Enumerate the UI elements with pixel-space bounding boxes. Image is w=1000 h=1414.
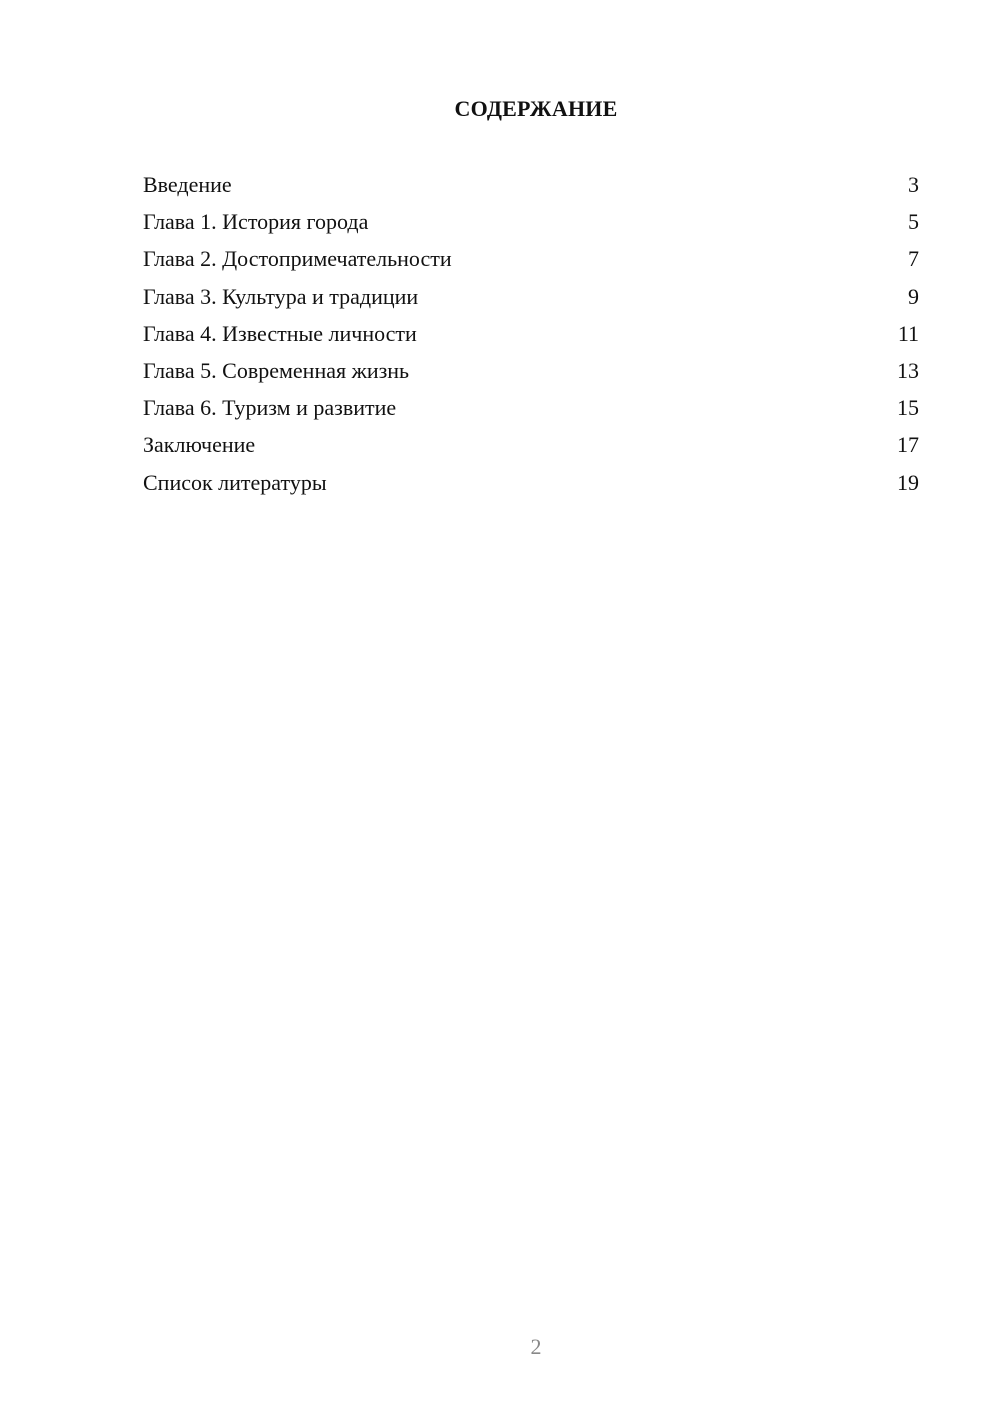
toc-item-chapter-4[interactable] <box>143 317 919 354</box>
toc-item-chapter-3[interactable] <box>143 280 919 317</box>
toc-item-chapter-6[interactable] <box>143 391 919 428</box>
toc-item-label: Введение <box>143 172 232 197</box>
toc-item-chapter-1[interactable] <box>143 205 919 242</box>
toc-item-page: 7 <box>908 246 919 272</box>
toc-item-label: Глава 3. Культура и традиции <box>143 283 419 309</box>
toc-list <box>143 168 919 503</box>
toc-item-page: 13 <box>897 357 919 383</box>
page-number: 2 <box>530 1334 542 1359</box>
toc-item-chapter-5[interactable] <box>143 354 919 391</box>
toc-item-page: 19 <box>897 469 919 495</box>
toc-item-label: Глава 4. Известные личности <box>143 320 417 346</box>
toc-item-page: 3 <box>908 172 919 197</box>
toc-item-conclusion[interactable] <box>143 428 919 465</box>
toc-item-bibliography[interactable] <box>143 466 919 503</box>
toc-item-introduction[interactable] <box>143 168 919 205</box>
toc-item-label: Глава 6. Туризм и развитие <box>143 395 397 421</box>
toc-item-label: Глава 5. Современная жизнь <box>143 357 410 383</box>
toc-item-page: 5 <box>908 209 919 235</box>
toc-item-page: 15 <box>897 395 919 421</box>
toc-item-page: 17 <box>897 432 919 458</box>
toc-item-chapter-2[interactable] <box>143 242 919 279</box>
toc-item-page: 9 <box>908 283 919 309</box>
toc-item-label: Глава 1. История города <box>143 209 369 235</box>
toc-item-label: Глава 2. Достопримечательности <box>143 246 452 272</box>
toc-title: СОДЕРЖАНИЕ <box>454 96 618 121</box>
toc-item-label: Заключение <box>143 432 256 458</box>
toc-item-label: Список литературы <box>143 469 327 495</box>
toc-item-page: 11 <box>897 320 919 346</box>
